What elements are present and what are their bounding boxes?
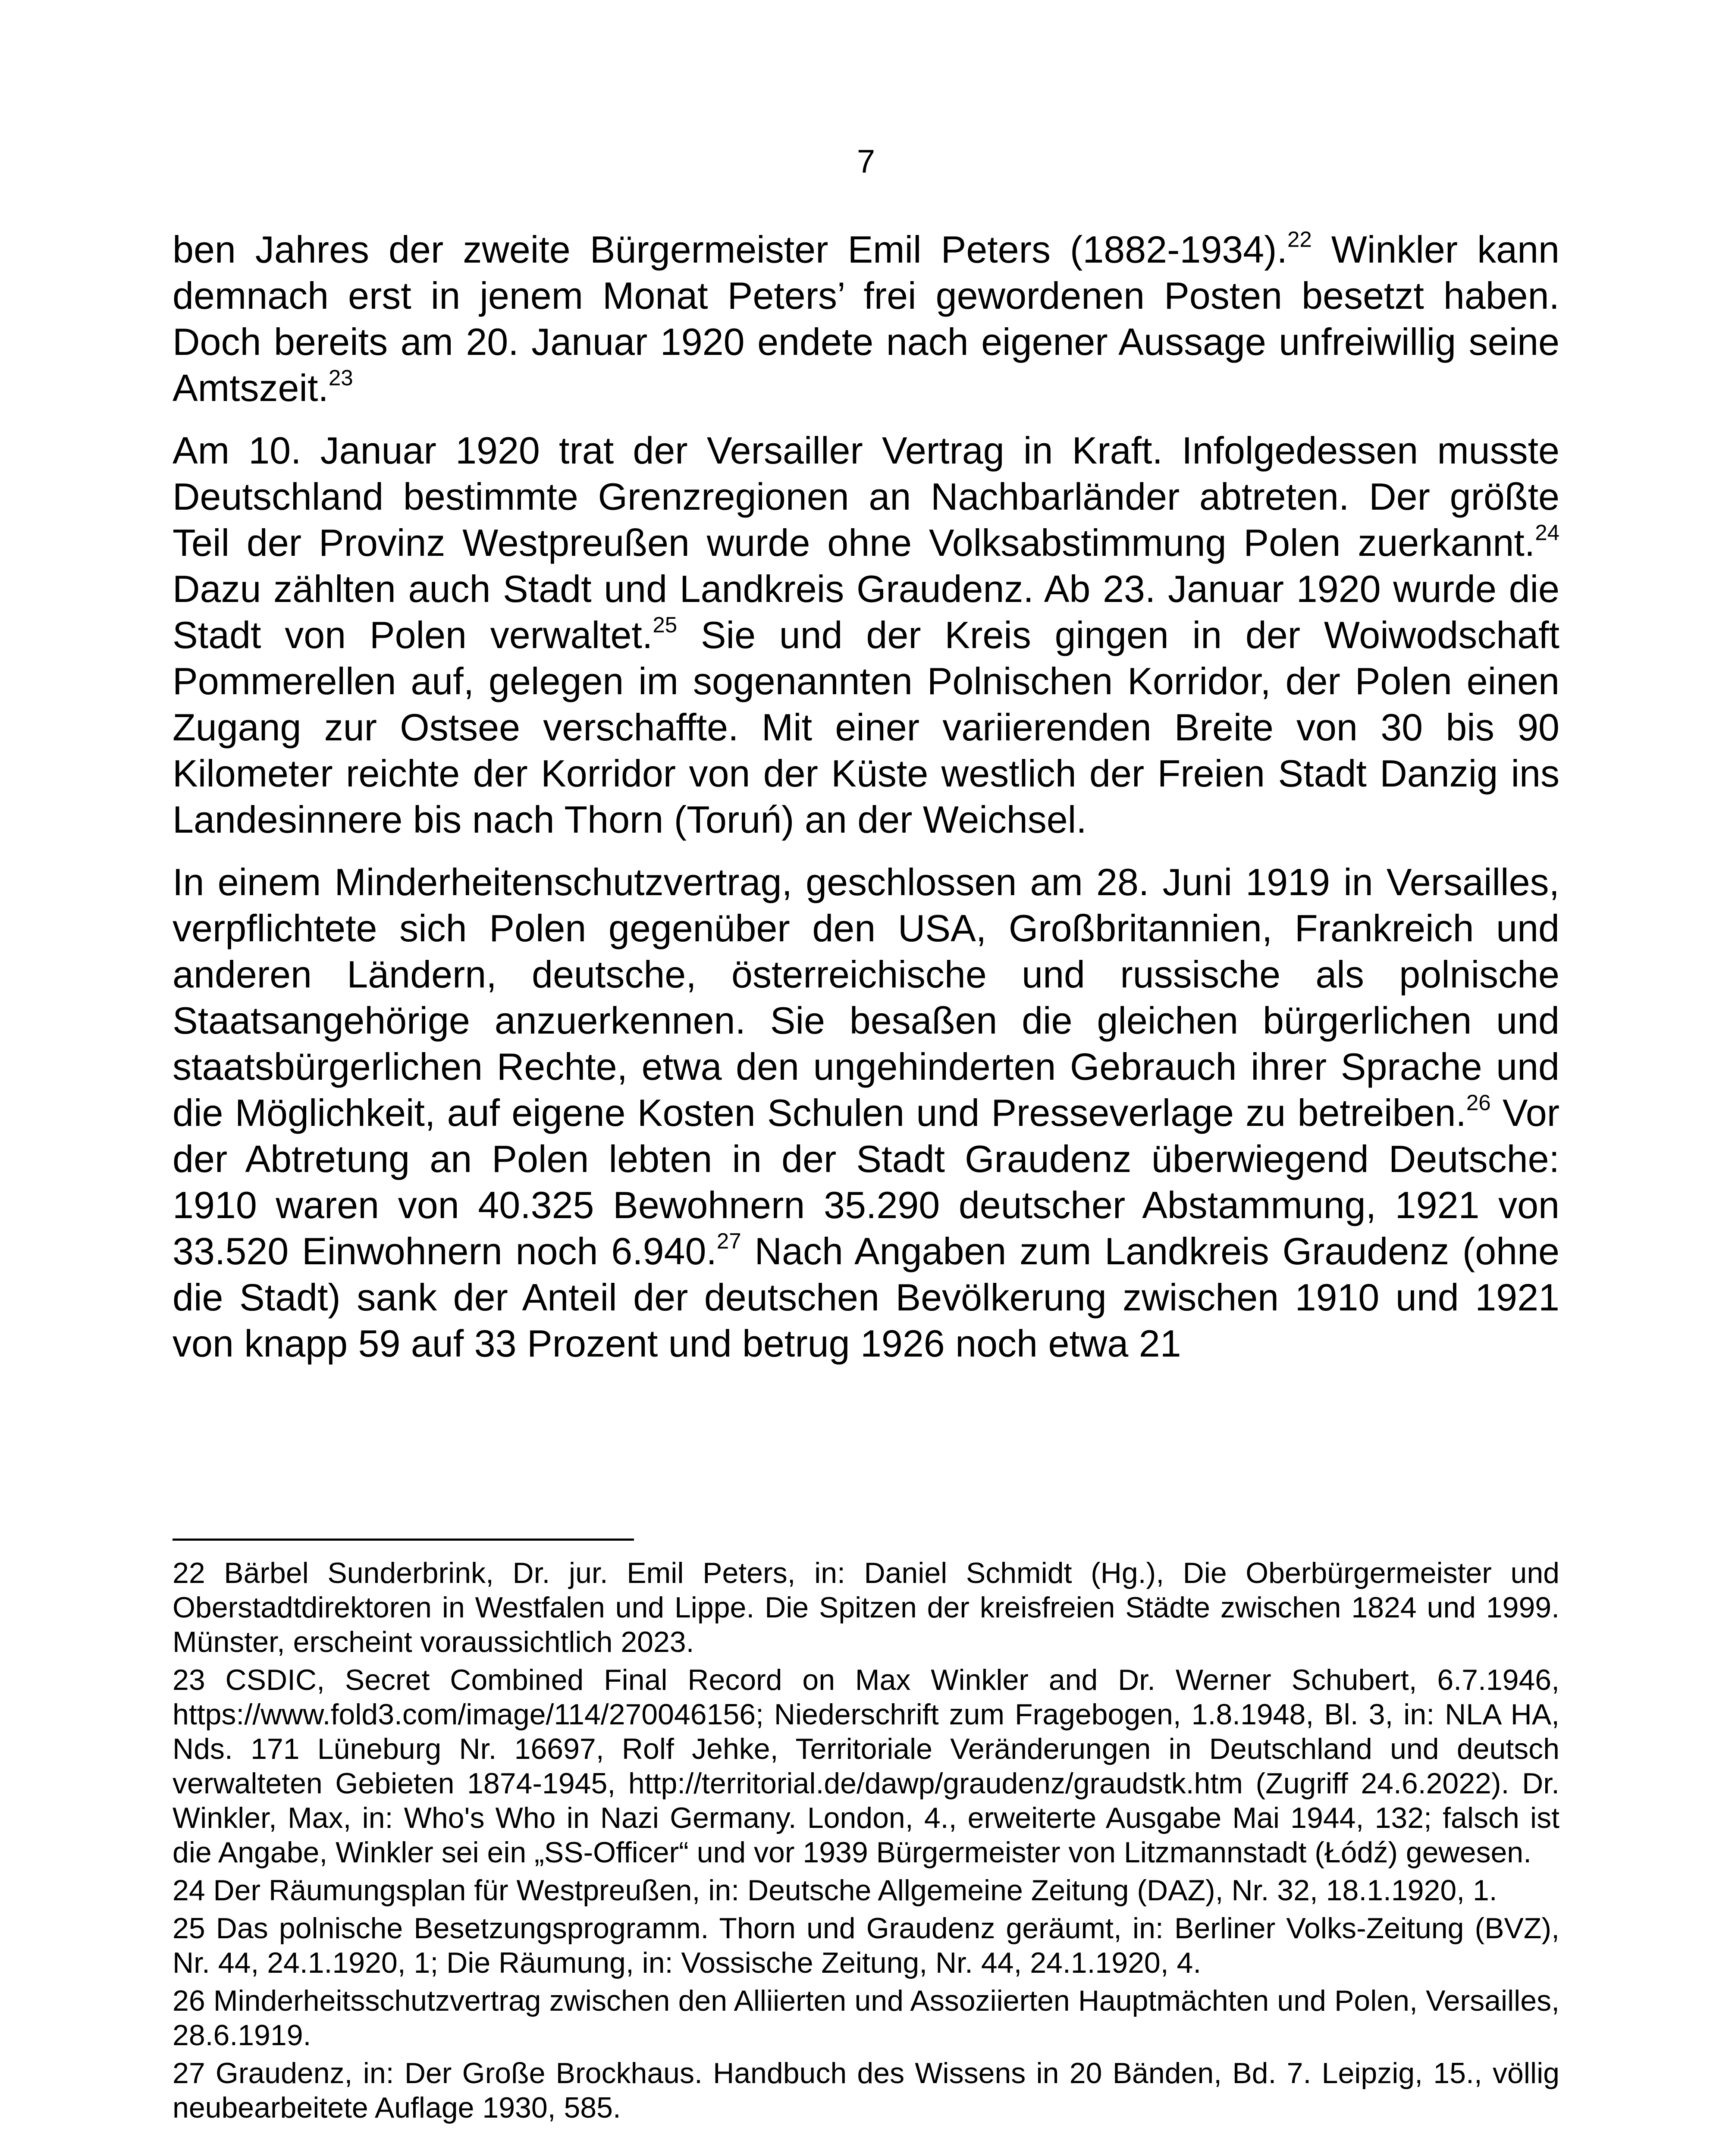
footnote-ref: 23	[328, 365, 353, 390]
text-segment: Winkler kann demnach erst in jenem Monat Peters’ frei gewordenen Posten besetzt haben. Doch bereits am 20. Januar 1920 endete nach eigener Aussage unfreiwillig seine Amtszeit.	[173, 228, 1559, 409]
text-segment: Dazu zählten auch Stadt und Landkreis Graudenz. Ab 23. Januar 1920 wurde die Stadt von Polen verwaltet.	[173, 567, 1559, 656]
footnote-ref: 25	[653, 612, 678, 637]
text-segment: ben Jahres der zweite Bürgermeister Emil Peters (1882-1934).	[173, 228, 1287, 271]
footnote: 27 Graudenz, in: Der Große Brockhaus. Handbuch des Wissens in 20 Bänden, Bd. 7. Leipzig, 15., völlig neubearbeitete Auflage 1930, 585.	[173, 2057, 1559, 2124]
body-text	[173, 226, 1559, 1383]
footnote: 23 CSDIC, Secret Combined Final Record on Max Winkler and Dr. Werner Schubert, 6.7.1946, https://www.fold3.com/image/114/270046156; Niederschrift zum Fragebogen, 1.8.1948, Bl. 3, in: NLA HA, Nds. 171 Lüneburg Nr. 16697, Rolf Jehke, Territoriale Veränderungen in Deutschland und deutsch verwalteten Gebieten 1874-1945, http://territorial.de/dawp/graudenz/graudstk.htm (Zugriff 24.6.2022). Dr. Winkler, Max, in: Who's Who in Nazi Germany. London, 4., erweiterte Ausgabe Mai 1944, 132; falsch ist die Angabe, Winkler sei ein „SS-Officer“ und vor 1939 Bürgermeister von Litzmannstadt (Łódź) gewesen.	[173, 1664, 1559, 1869]
paragraph	[173, 226, 1559, 411]
text-segment: In einem Minderheitenschutzvertrag, geschlossen am 28. Juni 1919 in Versailles, verpflichtete sich Polen gegenüber den USA, Großbritannien, Frankreich und anderen Ländern, deutsche, österreichische und russische als polnische Staatsangehörige anzuerkennen. Sie besaßen die gleichen bürgerlichen und staatsbürgerlichen Rechte, etwa den ungehinderten Gebrauch ihrer Sprache und die Möglichkeit, auf eigene Kosten Schulen und Presseverlage zu betreiben.	[173, 861, 1559, 1134]
text-segment: Am 10. Januar 1920 trat der Versailler Vertrag in Kraft. Infolgedessen musste Deutschland bestimmte Grenzregionen an Nachbarländer abtreten. Der größte Teil der Provinz Westpreußen wurde ohne Volksabstimmung Polen zuerkannt.	[173, 429, 1559, 564]
footnote: 26 Minderheitsschutzvertrag zwischen den Alliierten und Assoziierten Hauptmächten und Polen, Versailles, 28.6.1919.	[173, 1984, 1559, 2052]
paragraph	[173, 859, 1559, 1366]
footnote: 25 Das polnische Besetzungsprogramm. Thorn und Graudenz geräumt, in: Berliner Volks-Zeitung (BVZ), Nr. 44, 24.1.1920, 1; Die Räumung, in: Vossische Zeitung, Nr. 44, 24.1.1920, 4.	[173, 1912, 1559, 1979]
footnote-ref: 27	[716, 1228, 741, 1253]
footnotes	[173, 1556, 1559, 2128]
text-segment: Vor der Abtretung an Polen lebten in der Stadt Graudenz überwiegend Deutsche: 1910 waren von 40.325 Bewohnern 35.290 deutscher Abstammung, 1921 von 33.520 Einwohnern noch 6.940.	[173, 1091, 1559, 1272]
paragraph	[173, 427, 1559, 843]
page-number: 7	[857, 143, 875, 180]
footnote-ref: 24	[1535, 520, 1559, 545]
footnote-separator	[173, 1539, 634, 1541]
footnote-ref: 26	[1466, 1090, 1491, 1115]
footnote: 22 Bärbel Sunderbrink, Dr. jur. Emil Peters, in: Daniel Schmidt (Hg.), Die Oberbürgermeister und Oberstadtdirektoren in Westfalen und Lippe. Die Spitzen der kreisfreien Städte zwischen 1824 und 1999. Münster, erscheint voraussichtlich 2023.	[173, 1557, 1559, 1658]
footnote: 24 Der Räumungsplan für Westpreußen, in: Deutsche Allgemeine Zeitung (DAZ), Nr. 32, 18.1.1920, 1.	[173, 1874, 1497, 1907]
text-segment: Nach Angaben zum Landkreis Graudenz (ohne die Stadt) sank der Anteil der deutschen Bevölkerung zwischen 1910 und 1921 von knapp 59 auf 33 Prozent und betrug 1926 noch etwa 21	[173, 1230, 1559, 1365]
text-segment: Sie und der Kreis gingen in der Woiwodschaft Pommerellen auf, gelegen im sogenannten Polnischen Korridor, der Polen einen Zugang zur Ostsee verschaffte. Mit einer variierenden Breite von 30 bis 90 Kilometer reichte der Korridor von der Küste westlich der Freien Stadt Danzig ins Landesinnere bis nach Thorn (Toruń) an der Weichsel.	[173, 614, 1559, 841]
footnote-ref: 22	[1287, 227, 1312, 252]
